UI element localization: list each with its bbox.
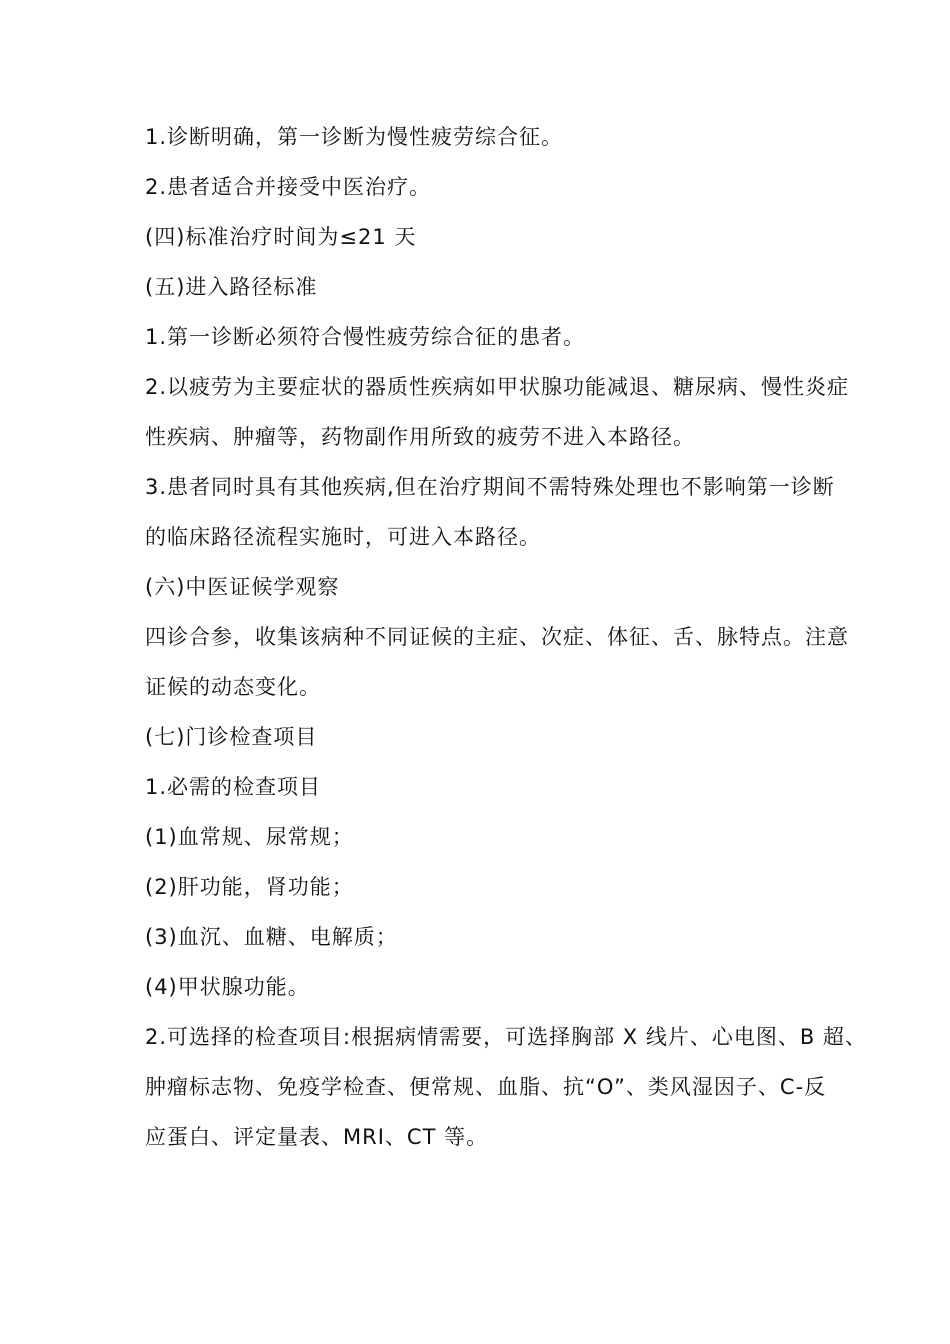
entry-criteria-item-2: 2.以疲劳为主要症状的器质性疾病如甲状腺功能减退、糖尿病、慢性炎症 (145, 375, 850, 399)
required-test-item-3: (3)血沉、血糖、电解质； (145, 925, 398, 949)
optional-tests-item-cont-1: 肿瘤标志物、免疫学检查、便常规、血脂、抗“O”、类风湿因子、C-反 (145, 1075, 827, 1099)
document-body (145, 112, 867, 1162)
entry-criteria-item-3: 3.患者同时具有其他疾病,但在治疗期间不需特殊处理也不影响第一诊断 (145, 475, 835, 499)
section-heading-syndrome-observation: (六)中医证候学观察 (145, 575, 340, 599)
entry-criteria-item-2-cont: 性疾病、肿瘤等，药物副作用所致的疲劳不进入本路径。 (145, 425, 695, 449)
syndrome-observation-text-cont: 证候的动态变化。 (145, 675, 321, 699)
required-test-item-4: (4)甲状腺功能。 (145, 975, 310, 999)
accept-tcm-item: 2.患者适合并接受中医治疗。 (145, 175, 432, 199)
diagnosis-clear-item: 1.诊断明确，第一诊断为慢性疲劳综合征。 (145, 125, 564, 149)
required-test-item-1: (1)血常规、尿常规； (145, 825, 354, 849)
section-heading-entry-criteria: (五)进入路径标准 (145, 275, 318, 299)
section-heading-outpatient-tests: (七)门诊检查项目 (145, 725, 318, 749)
optional-tests-item-cont-2: 应蛋白、评定量表、MRI、CT 等。 (145, 1125, 489, 1149)
required-tests-heading: 1.必需的检查项目 (145, 775, 322, 799)
entry-criteria-item-1: 1.第一诊断必须符合慢性疲劳综合征的患者。 (145, 325, 586, 349)
required-test-item-2: (2)肝功能，肾功能； (145, 875, 354, 899)
section-heading-treatment-time: (四)标准治疗时间为≤21 天 (145, 225, 417, 249)
entry-criteria-item-3-cont: 的临床路径流程实施时，可进入本路径。 (145, 525, 541, 549)
syndrome-observation-text: 四诊合参，收集该病种不同证候的主症、次症、体征、舌、脉特点。注意 (145, 625, 849, 649)
optional-tests-item: 2.可选择的检查项目:根据病情需要，可选择胸部 X 线片、心电图、B 超、 (145, 1025, 867, 1049)
